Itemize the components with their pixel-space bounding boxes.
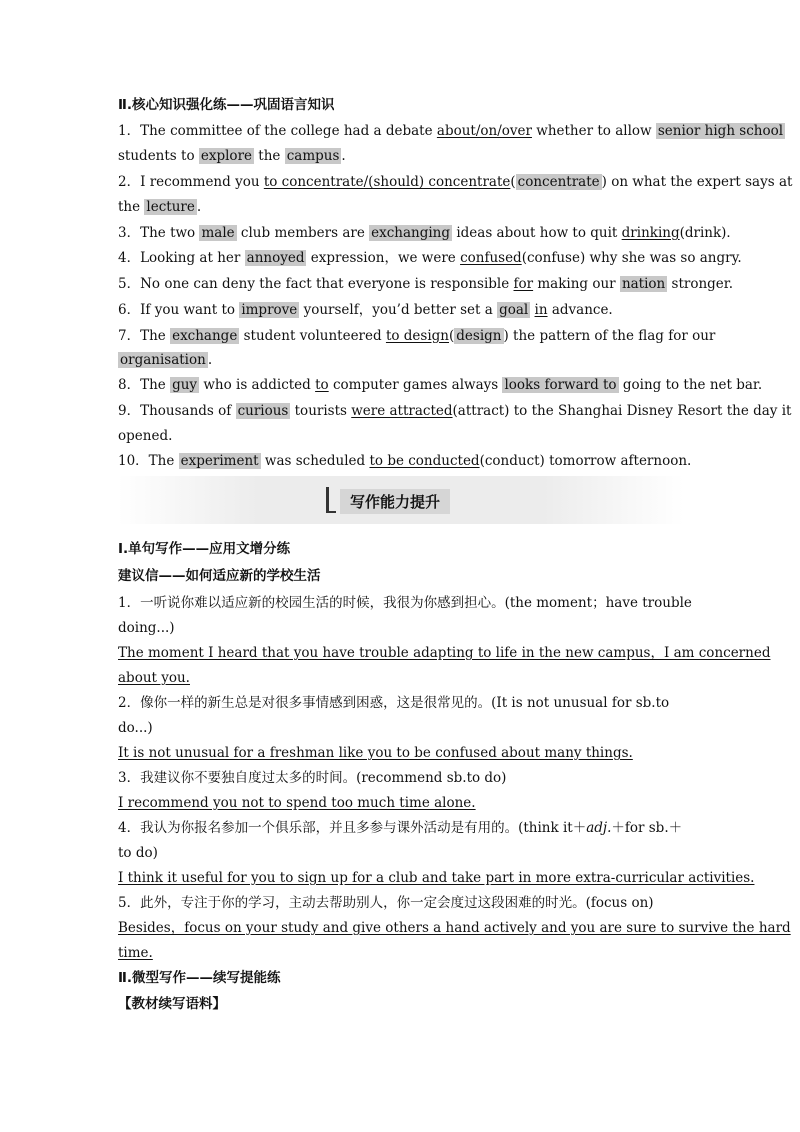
exercise-1-line-1: 1．The committee of the college had a debate about/on/over whether to allow senior high school [118,123,784,139]
exercise-7-line-1: 7．The exchange student volunteered to design( design ) the pattern of the flag for our [118,328,716,344]
highlighted-word: exchange [172,328,238,344]
highlighted-word: male [201,225,235,241]
highlighted-word: annoyed [246,250,305,266]
highlighted-word: explore [200,148,253,164]
exercise-7-line-2: organisation . [120,352,213,368]
writing-3-prompt: 3．我建议你不要独自度过太多的时间。(recommend sb.to do) [118,770,507,786]
exercise-3: 3．The two male club members are exchanging ideas about how to quit drinking(drink)． [118,225,740,241]
writing-1-answer-cont: about you. [118,670,190,686]
exercise-10: 10．The experiment was scheduled to be conducted(conduct) tomorrow afternoon. [118,453,692,469]
exercise-2-line-2: the lecture . [118,199,202,215]
answer-blank: in [534,302,548,318]
exercise-8: 8．The guy who is addicted to computer games always looks forward to going to the net bar. [118,377,763,393]
highlighted-word: nation [621,276,666,292]
exercise-6: 6．If you want to improve yourself，you’d better set a goal in advance. [118,302,613,318]
book-mark-icon [326,487,336,513]
section-header-sentence-writing: Ⅰ.单句写作——应用文增分练 [118,541,291,557]
answer-blank: for [513,276,534,292]
writing-3-answer: I recommend you not to spend too much time alone. [118,795,476,811]
answer-blank: to [315,377,329,393]
highlighted-word: guy [172,377,198,393]
writing-4-prompt: 4．我认为你报名参加一个俱乐部，并且多参与课外活动是有用的。(think it＋adj.＋for sb.＋ [118,820,683,836]
material-label: 【教材续写语料】 [118,996,226,1012]
highlighted-word: campus [286,148,340,164]
answer-blank: drinking [621,225,680,241]
highlighted-word: senior high school [657,123,784,139]
highlighted-word: lecture [146,199,195,215]
exercise-4: 4．Looking at her annoyed expression，we were confused(confuse) why she was so angry. [118,250,742,266]
answer-blank: about/on/over [436,123,532,139]
exercise-9-line-1: 9．Thousands of curious tourists were attracted(attract) to the Shanghai Disney Resort the day it [118,403,792,419]
highlighted-word: concentrate [517,174,600,190]
answer-blank: to concentrate/(should) concentrate [263,174,511,190]
highlighted-word: looks forward to [504,377,617,393]
writing-2-prompt-cont: do...) [118,720,153,736]
answer-blank: to design [385,328,449,344]
writing-1-prompt-cont: doing...) [118,620,175,636]
writing-1-answer: The moment I heard that you have trouble adapting to life in the new campus，I am concerned [118,645,771,661]
exercise-2-line-1: 2．I recommend you to concentrate/(should) concentrate( concentrate ) on what the expert says at [118,174,793,190]
highlighted-word: curious [237,403,289,419]
highlighted-word: improve [241,302,298,318]
writing-5-answer: Besides，focus on your study and give others a hand actively and you are sure to survive the hard [118,920,791,936]
answer-blank: confused [460,250,522,266]
answer-blank: were attracted [351,403,453,419]
exercise-9-line-2: opened. [118,428,173,444]
writing-2-prompt: 2．像你一样的新生总是对很多事情感到困惑，这是很常见的。(It is not unusual for sb.to [118,695,670,711]
exercise-1-line-2: students to explore the campus . [118,148,346,164]
section-header-continuation: Ⅱ.微型写作——续写提能练 [118,970,281,986]
highlighted-word: design [456,328,502,344]
highlighted-word: organisation [120,352,206,368]
writing-topic: 建议信——如何适应新的学校生活 [118,568,321,584]
writing-1-prompt: 1．一听说你难以适应新的校园生活的时候，我很为你感到担心。(the moment；have trouble [118,595,692,611]
writing-5-prompt: 5．此外，专注于你的学习，主动去帮助别人，你一定会度过这段困难的时光。(focus on) [118,895,654,911]
exercise-5: 5．No one can deny the fact that everyone is responsible for making our nation stronger. [118,276,734,292]
banner-title: 写作能力提升 [340,489,450,514]
highlighted-word: exchanging [371,225,451,241]
writing-2-answer: It is not unusual for a freshman like you to be confused about many things. [118,745,633,761]
highlighted-word: experiment [180,453,259,469]
writing-4-prompt-cont: to do) [118,845,158,861]
section-banner [118,476,684,524]
section-header-knowledge: Ⅱ.核心知识强化练——巩固语言知识 [118,97,335,113]
writing-5-answer-cont: time. [118,945,153,961]
writing-4-answer: I think it useful for you to sign up for a club and take part in more extra-curricular activities. [118,870,755,886]
highlighted-word: goal [499,302,529,318]
answer-blank: to be conducted [369,453,480,469]
